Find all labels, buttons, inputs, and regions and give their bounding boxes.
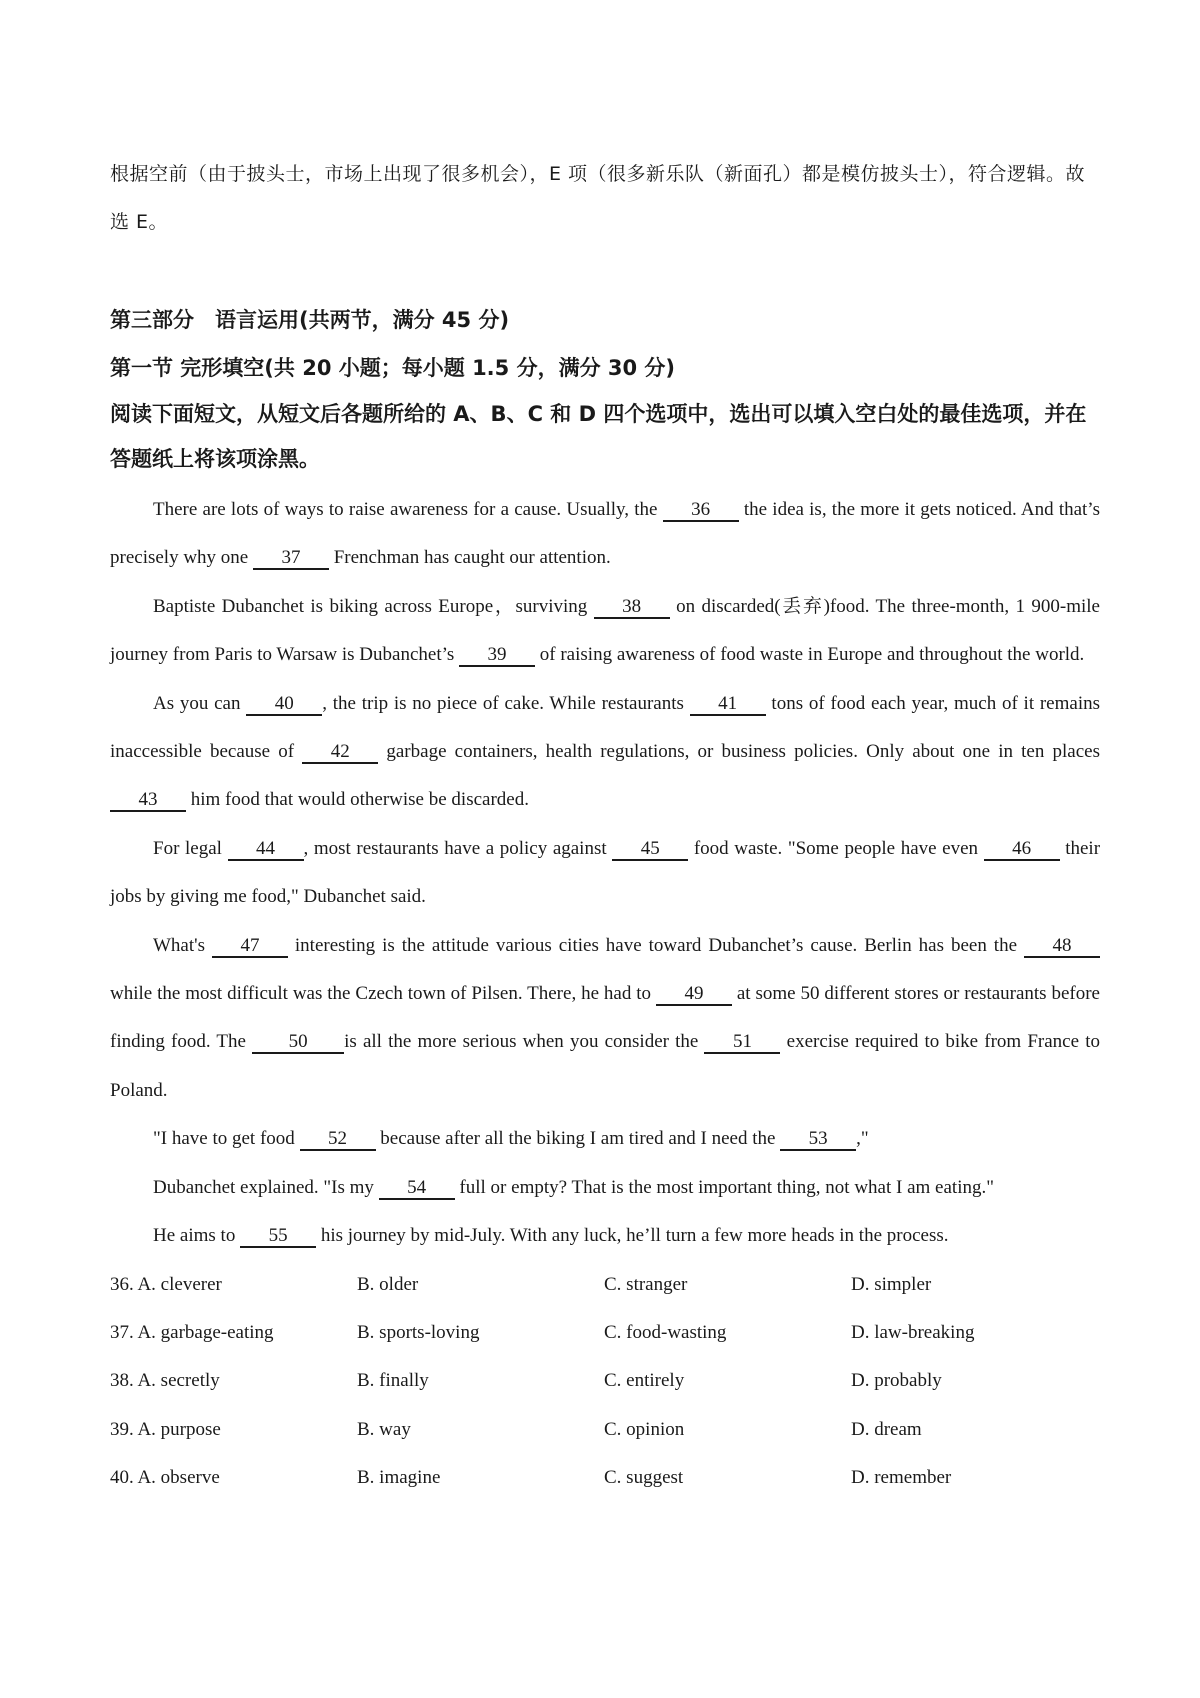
blank-43: 43 bbox=[110, 790, 186, 812]
option-c: C. opinion bbox=[604, 1418, 685, 1440]
passage-text: his journey by mid-July. With any luck, he’ll turn a few more heads in the process. bbox=[316, 1225, 949, 1247]
blank-51: 51 bbox=[704, 1032, 780, 1054]
passage-text: the idea is, the more it gets noticed. And that’s precisely why one bbox=[110, 499, 1100, 569]
blank-55: 55 bbox=[240, 1226, 316, 1248]
option-d: D. probably bbox=[851, 1370, 942, 1392]
passage-text: of raising awareness of food waste in Europe and throughout the world. bbox=[535, 644, 1085, 666]
option-d: D. dream bbox=[851, 1418, 922, 1440]
passage-text: while the most difficult was the Czech town of Pilsen. There, he had to bbox=[110, 983, 656, 1005]
blank-53: 53 bbox=[780, 1129, 856, 1151]
passage-text: at some 50 different stores or restaurants before finding food. The bbox=[110, 983, 1100, 1053]
part-heading: 第三部分 语言运用(共两节，满分 45 分) bbox=[110, 308, 510, 332]
blank-46: 46 bbox=[984, 839, 1060, 861]
question-row-40 bbox=[110, 1454, 1100, 1502]
cloze-passage bbox=[110, 486, 1100, 1261]
passage-paragraph-7 bbox=[110, 1164, 1100, 1212]
passage-paragraph-4 bbox=[110, 825, 1100, 922]
blank-50: 50 bbox=[252, 1032, 344, 1054]
passage-paragraph-2 bbox=[110, 583, 1100, 680]
option-d: D. simpler bbox=[851, 1273, 932, 1295]
blank-37: 37 bbox=[253, 548, 329, 570]
section-heading: 第一节 完形填空(共 20 小题；每小题 1.5 分，满分 30 分) bbox=[110, 356, 676, 380]
blank-49: 49 bbox=[656, 984, 732, 1006]
passage-text: is all the more serious when you consider the bbox=[344, 1031, 705, 1053]
option-b: B. finally bbox=[357, 1370, 429, 1392]
passage-text: interesting is the attitude various cities have toward Dubanchet’s cause. Berlin has been the bbox=[287, 934, 1024, 956]
passage-text: exercise required to bike from France to Poland. bbox=[110, 1031, 1100, 1101]
passage-text: their jobs by giving me food," Dubanchet said. bbox=[110, 837, 1101, 908]
passage-text: For legal bbox=[153, 837, 228, 859]
blank-41: 41 bbox=[690, 694, 766, 716]
passage-text: because after all the biking I am tired and I need the bbox=[375, 1128, 781, 1150]
passage-text: Frenchman has caught our attention. bbox=[328, 547, 611, 569]
passage-text: "I have to get food bbox=[153, 1128, 300, 1150]
option-c: C. food-wasting bbox=[604, 1321, 727, 1343]
passage-text: As you can bbox=[153, 692, 247, 714]
question-row-36 bbox=[110, 1261, 1100, 1309]
passage-text: full or empty? That is the most important thing, not what I am eating." bbox=[454, 1176, 994, 1198]
blank-54: 54 bbox=[379, 1178, 455, 1200]
option-b: B. sports-loving bbox=[357, 1321, 480, 1343]
blank-42: 42 bbox=[302, 742, 378, 764]
option-d: D. law-breaking bbox=[851, 1321, 975, 1343]
blank-36: 36 bbox=[663, 500, 739, 522]
passage-text: garbage containers, health regulations, or business policies. Only about one in ten places bbox=[378, 741, 1100, 763]
passage-paragraph-1 bbox=[110, 486, 1100, 583]
passage-text: ," bbox=[856, 1128, 869, 1150]
passage-text: Baptiste Dubanchet is biking across Europe，surviving bbox=[153, 595, 594, 617]
passage-text: He aims to bbox=[153, 1225, 241, 1247]
blank-48: 48 bbox=[1024, 936, 1100, 958]
question-row-39 bbox=[110, 1406, 1100, 1454]
instruction-text: 阅读下面短文，从短文后各题所给的 A、B、C 和 D 四个选项中，选出可以填入空白处的最佳选项，并在答题纸上将该项涂黑。 bbox=[110, 402, 1087, 471]
passage-text: , most restaurants have a policy against bbox=[303, 837, 613, 859]
passage-paragraph-6 bbox=[110, 1115, 1100, 1163]
passage-text: There are lots of ways to raise awareness for a cause. Usually, the bbox=[153, 499, 663, 520]
passage-text: him food that would otherwise be discarded. bbox=[186, 789, 529, 811]
passage-text: tons of food each year, much of it remains inaccessible because of bbox=[110, 692, 1100, 763]
passage-text: , the trip is no piece of cake. While restaurants bbox=[322, 692, 690, 714]
passage-text: on discarded(丢弃)food. The three-month, 1 900-mile journey from Paris to Warsaw is Dubanchet’s bbox=[110, 595, 1100, 666]
blank-40: 40 bbox=[246, 694, 322, 716]
blank-47: 47 bbox=[212, 936, 288, 958]
passage-text: food waste. "Some people have even bbox=[688, 837, 984, 859]
passage-paragraph-8 bbox=[110, 1212, 1100, 1260]
option-c: C. entirely bbox=[604, 1370, 685, 1392]
answer-options bbox=[110, 1261, 1100, 1503]
option-b: B. older bbox=[357, 1273, 419, 1295]
question-row-37 bbox=[110, 1309, 1100, 1357]
passage-text: What's bbox=[153, 934, 212, 956]
option-c: C. suggest bbox=[604, 1467, 684, 1489]
option-b: B. imagine bbox=[357, 1467, 441, 1489]
question-row-38 bbox=[110, 1357, 1100, 1405]
option-a: 36. A. cleverer bbox=[110, 1273, 222, 1295]
blank-52: 52 bbox=[300, 1129, 376, 1151]
option-a: 38. A. secretly bbox=[110, 1370, 220, 1392]
option-a: 40. A. observe bbox=[110, 1467, 220, 1489]
passage-paragraph-3 bbox=[110, 680, 1100, 825]
intro-explanation: 根据空前（由于披头士，市场上出现了很多机会），E 项（很多新乐队（新面孔）都是模仿披头士），符合逻辑。故选 E。 bbox=[110, 163, 1086, 233]
blank-45: 45 bbox=[612, 839, 688, 861]
option-b: B. way bbox=[357, 1418, 411, 1440]
option-c: C. stranger bbox=[604, 1273, 688, 1295]
option-d: D. remember bbox=[851, 1467, 952, 1489]
option-a: 37. A. garbage-eating bbox=[110, 1321, 274, 1343]
option-a: 39. A. purpose bbox=[110, 1418, 221, 1440]
blank-38: 38 bbox=[594, 597, 670, 619]
blank-39: 39 bbox=[459, 645, 535, 667]
passage-text: Dubanchet explained. "Is my bbox=[153, 1176, 379, 1198]
passage-paragraph-5 bbox=[110, 922, 1100, 1116]
blank-44: 44 bbox=[228, 839, 304, 861]
exam-page bbox=[110, 150, 1100, 1503]
